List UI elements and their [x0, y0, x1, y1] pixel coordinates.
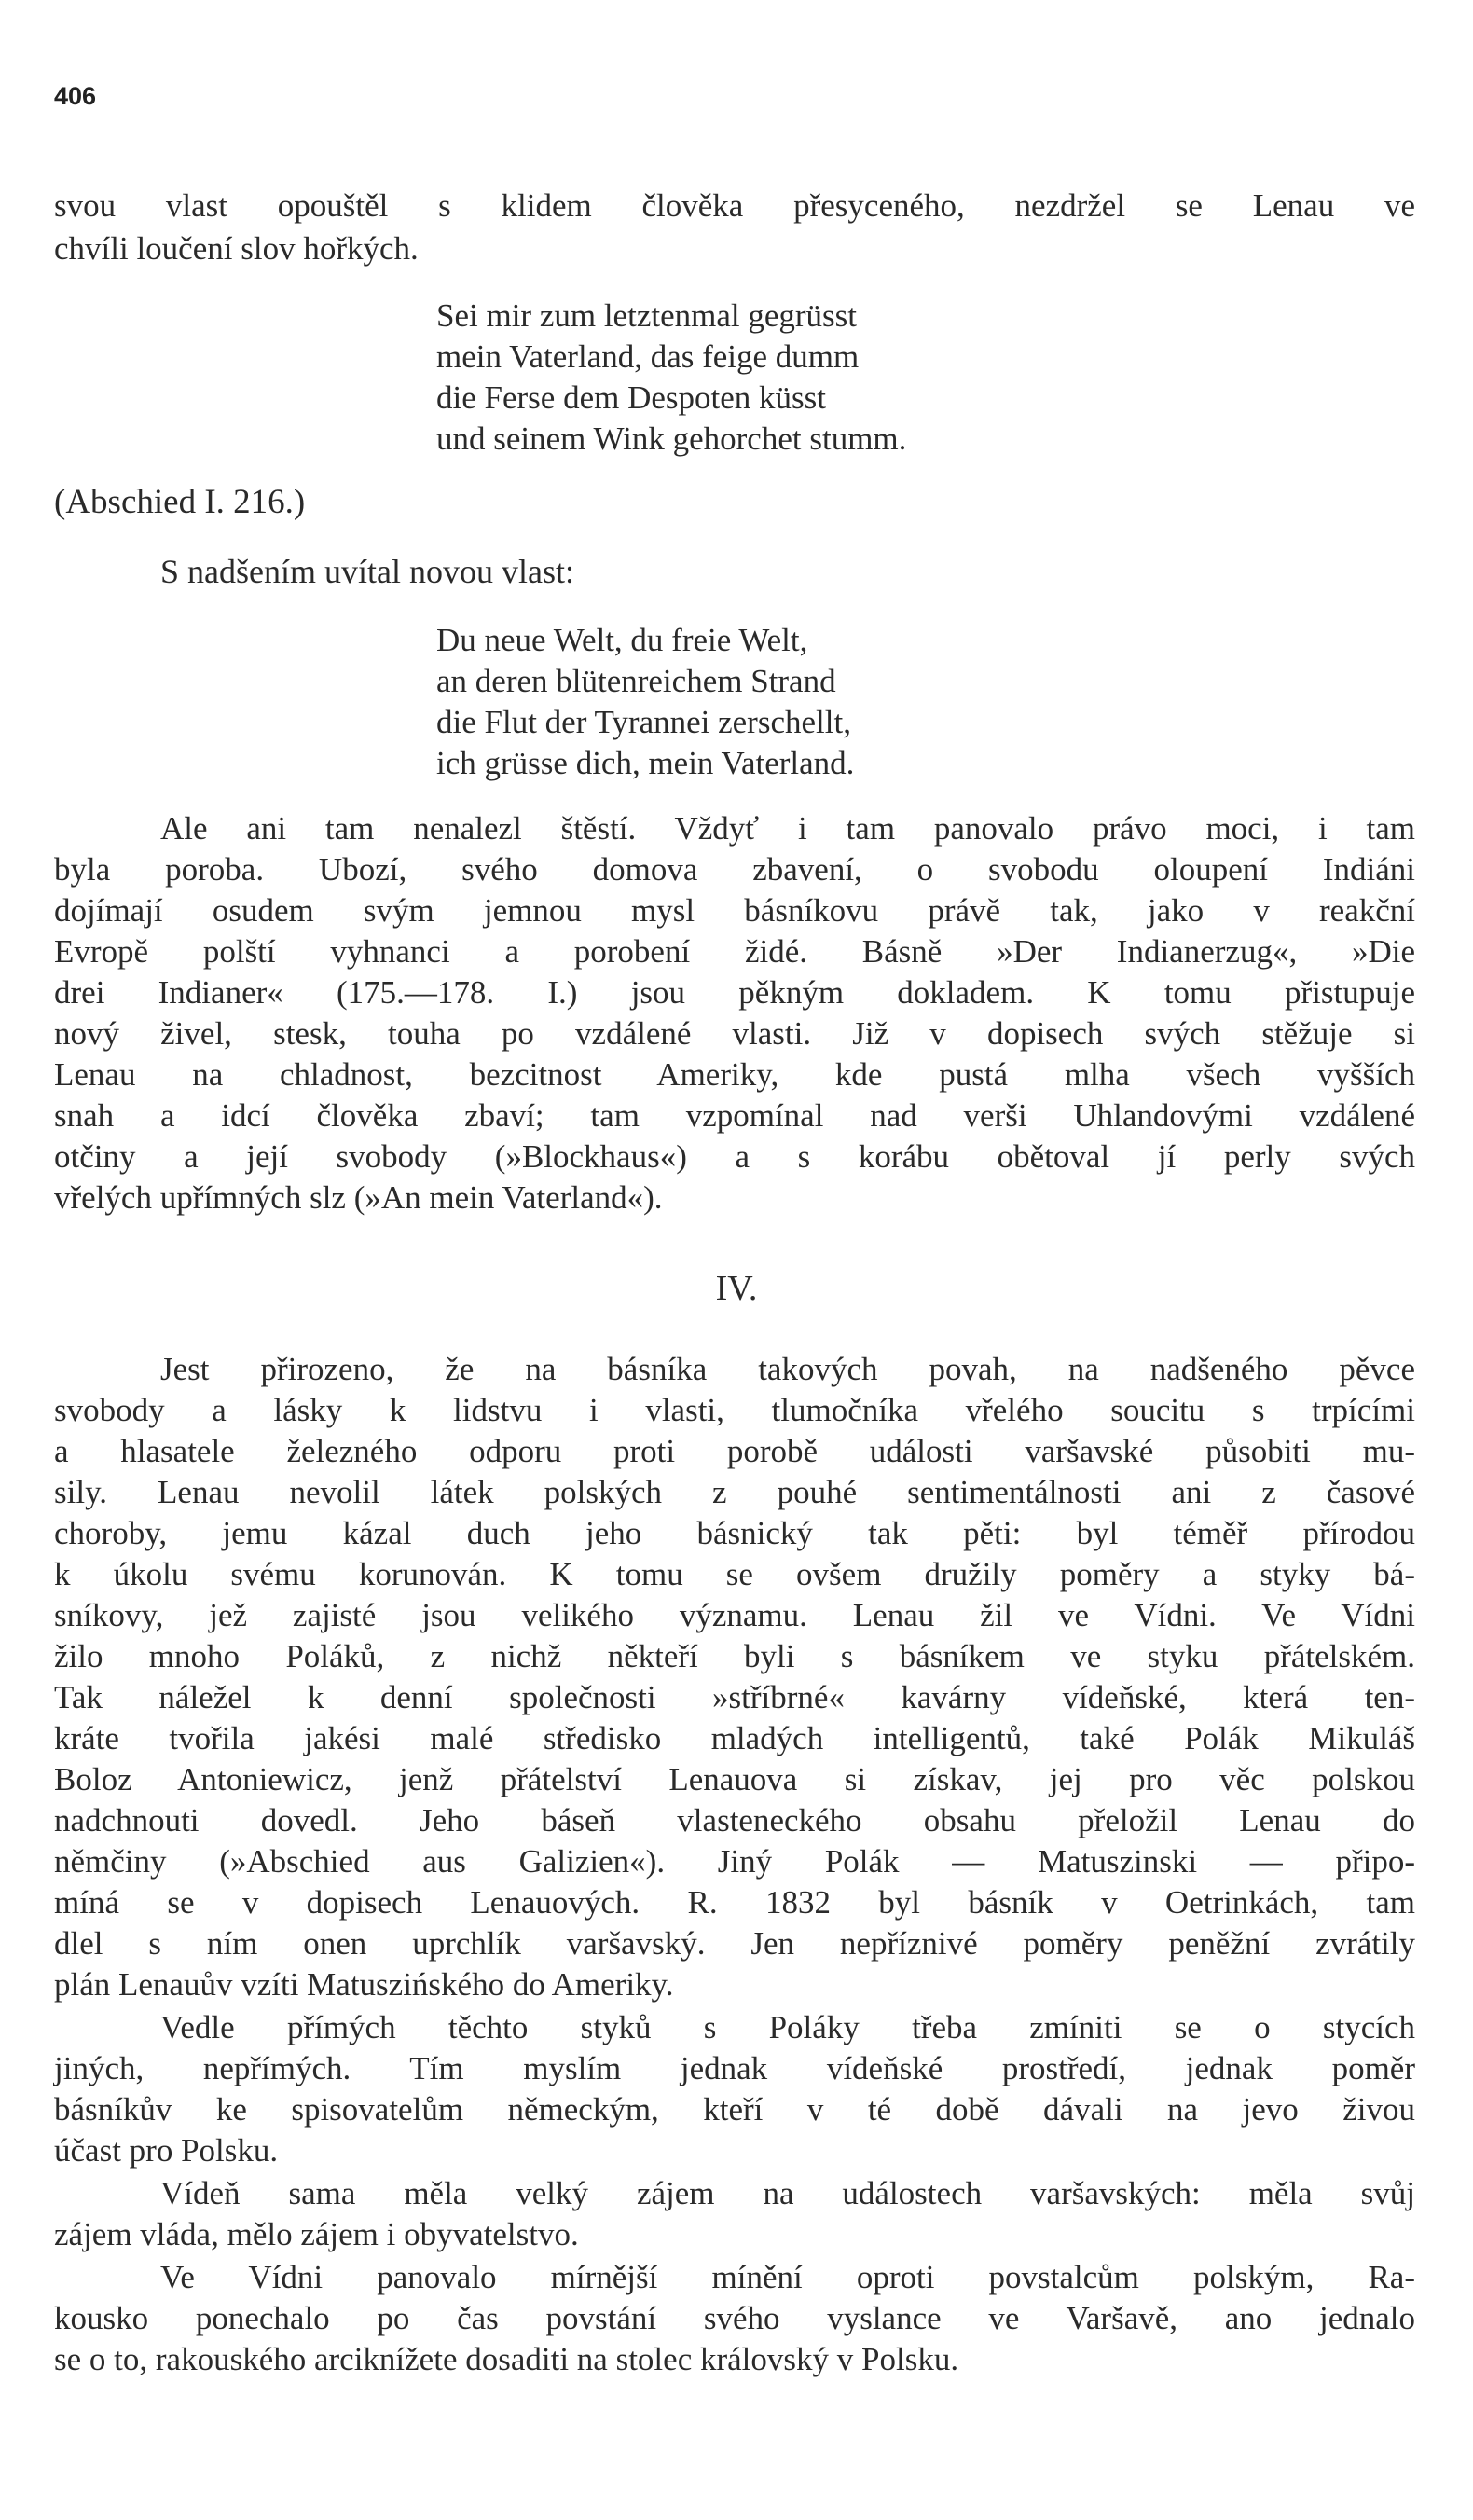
poem-line: und seinem Wink gehorchet stumm.: [436, 420, 907, 457]
citation: (Abschied I. 216.): [54, 483, 306, 521]
poem-line: mein Vaterland, das feige dumm: [436, 338, 860, 375]
text-line: svou vlast opouštěl s klidem člověka přesyceného, nezdržel se Lenau ve: [54, 187, 1415, 224]
poem-line: Sei mir zum letztenmal gegrüsst: [436, 297, 858, 334]
text-line: míná se v dopisech Lenauových. R. 1832 byl básník v Oetrinkách, tam: [54, 1884, 1415, 1921]
poem-line: Du neue Welt, du freie Welt,: [436, 622, 808, 658]
text-line: žilo mnoho Poláků, z nichž někteří byli s básníkem ve styku přátelském.: [54, 1638, 1415, 1674]
text-line: k úkolu svému korunován. K tomu se ovšem družily poměry a styky bá-: [54, 1556, 1415, 1592]
poem-line: an deren blütenreichem Strand: [436, 663, 836, 699]
text-line: jiných, nepřímých. Tím myslím jednak vídeňské prostředí, jednak poměr: [54, 2050, 1415, 2086]
page-number: 406: [54, 82, 97, 110]
text-line: zájem vláda, mělo zájem i obyvatelstvo.: [54, 2216, 579, 2252]
text-line: Lenau na chladnost, bezcitnost Ameriky, kde pustá mlha všech vyšších: [54, 1056, 1415, 1093]
text-line: sily. Lenau nevolil látek polských z pouhé sentimentálnosti ani z časové: [54, 1474, 1415, 1510]
text-line: Evropě polští vyhnanci a porobení židé. Básně »Der Indianerzug«, »Die: [54, 933, 1415, 970]
text-line: a hlasatele železného odporu proti porobě události varšavské působiti mu-: [54, 1433, 1415, 1469]
text-line: Boloz Antoniewicz, jenž přátelství Lenauova si získav, jej pro věc polskou: [54, 1761, 1415, 1797]
text-line: dlel s ním onen uprchlík varšavský. Jen nepříznivé poměry peněžní zvrátily: [54, 1925, 1415, 1962]
text-line: Vedle přímých těchto styků s Poláky třeba zmíniti se o stycích: [160, 2009, 1415, 2045]
poem-line: ich grüsse dich, mein Vaterland.: [436, 745, 855, 781]
text-line: drei Indianer« (175.—178. I.) jsou pěkným dokladem. K tomu přistupuje: [54, 974, 1415, 1011]
text-line: Vídeň sama měla velký zájem na událostech varšavských: měla svůj: [160, 2175, 1415, 2211]
text-line: dojímají osudem svým jemnou mysl básníkovu právě tak, jako v reakční: [54, 892, 1415, 929]
text-line: Tak náležel k denní společnosti »stříbrné« kavárny vídeňské, která ten-: [54, 1679, 1415, 1715]
text-line: svobody a lásky k lidstvu i vlasti, tlumočníka vřelého soucitu s trpícími: [54, 1392, 1415, 1428]
poem-line: die Flut der Tyrannei zerschellt,: [436, 704, 851, 740]
text-line: nadchnouti dovedl. Jeho báseň vlasteneckého obsahu přeložil Lenau do: [54, 1802, 1415, 1838]
section-heading: IV.: [715, 1269, 758, 1308]
text-line: Ale ani tam nenalezl štěstí. Vždyť i tam panovalo právo moci, i tam: [160, 810, 1415, 847]
text-line: S nadšením uvítal novou vlast:: [160, 553, 574, 590]
text-line: Jest přirozeno, že na básníka takových povah, na nadšeného pěvce: [160, 1351, 1415, 1387]
text-line: se o to, rakouského arciknížete dosaditi na stolec královský v Polsku.: [54, 2341, 959, 2377]
text-line: kráte tvořila jakési malé středisko mladých intelligentů, také Polák Mikuláš: [54, 1720, 1415, 1756]
poem-line: die Ferse dem Despoten küsst: [436, 379, 826, 416]
text-line: byla poroba. Ubozí, svého domova zbavení, o svobodu oloupení Indiáni: [54, 851, 1415, 888]
text-line: němčiny (»Abschied aus Galizien«). Jiný Polák — Matuszinski — připo-: [54, 1843, 1415, 1880]
text-line: plán Lenauův vzíti Matuszińského do Ameriky.: [54, 1966, 674, 2003]
text-line: básníkův ke spisovatelům německým, kteří v té době dávali na jevo živou: [54, 2091, 1415, 2128]
text-line: Ve Vídni panovalo mírnější mínění oproti povstalcům polským, Ra-: [160, 2259, 1415, 2295]
text-line: vřelých upřímných slz (»An mein Vaterland«).: [54, 1179, 663, 1216]
text-line: nový živel, stesk, touha po vzdálené vlasti. Již v dopisech svých stěžuje si: [54, 1015, 1415, 1052]
text-line: otčiny a její svobody (»Blockhaus«) a s korábu obětoval jí perly svých: [54, 1138, 1415, 1175]
text-line: chvíli loučení slov hořkých.: [54, 230, 419, 267]
text-line: kousko ponechalo po čas povstání svého vyslance ve Varšavě, ano jednalo: [54, 2300, 1415, 2336]
text-line: choroby, jemu kázal duch jeho básnický tak pěti: byl téměř přírodou: [54, 1515, 1415, 1551]
text-line: sníkovy, jež zajisté jsou velikého významu. Lenau žil ve Vídni. Ve Vídni: [54, 1597, 1415, 1633]
text-line: snah a idcí člověka zbaví; tam vzpomínal nad verši Uhlandovými vzdálené: [54, 1097, 1415, 1134]
text-line: účast pro Polsku.: [54, 2132, 279, 2169]
